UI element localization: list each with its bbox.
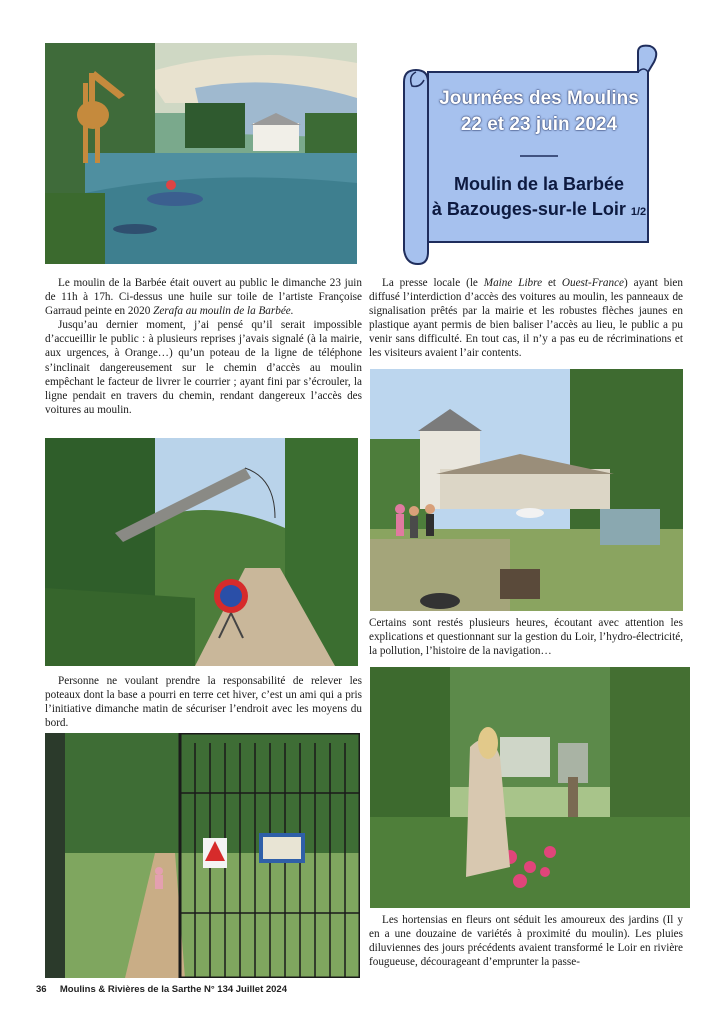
intro-text [45, 276, 362, 417]
mill-location [428, 199, 650, 220]
press-text [369, 276, 683, 361]
mill-location-text: à Bazouges-sur-le Loir [431, 199, 626, 219]
page-number: 36 [36, 984, 47, 995]
page-footer [36, 984, 287, 995]
press-paragraph: La presse locale (le Maine Libre et Ouest-France) ayant bien diffusé l’interdiction d’accès des voitures au moulin, les panneaux de signalisation prêtés par la mairie et les robustes flèches jaunes en plastique ayant permis de bien baliser l’accès au lieu, le public a pu venir sans difficulté. En tout cas, il n’y a pas eu de récriminations et les visiteurs avaient l’air contents. [369, 277, 683, 360]
title-banner [398, 42, 664, 268]
intro-paragraph-2: Jusqu’au dernier moment, j’ai pensé qu’il serait impossible d’accueillir le public : à plusieurs reprises j’avais signalé (à la mairie, aux urgences, à Orange…) qu’un poteau de la ligne de téléphone s’inclinait dangereusement sur le chemin d’accès au moulin empêchant le facteur de livrer le courrier ; ayant fini par s’écrouler, la ligne pendait en travers du chemin, rendant dangereux l’accès des voitures au moulin. [45, 319, 362, 416]
part-number: 1/2 [630, 206, 647, 218]
mill-visitors-photo [370, 369, 683, 611]
newspaper-1: Maine Libre [483, 277, 543, 289]
painting-title: Zerafa au moulin de la Barbée. [153, 305, 294, 318]
event-title: Journées des Moulins [439, 88, 639, 109]
garden-woman-photo [370, 667, 690, 908]
fallen-pole-photo [45, 438, 358, 666]
pole-caption: Personne ne voulant prendre la responsabilité de relever les poteaux dont la base a pourri en terre cet hiver, c’est un ami qui a pris l’initiative dimanche matin de sécuriser l’endroit avec les moyens du bord. [45, 675, 362, 730]
mill-name: Moulin de la Barbée [453, 174, 625, 194]
publication-name: Moulins & Rivières de la Sarthe N° 134 Juillet 2024 [59, 984, 288, 995]
gate-photo [45, 733, 360, 978]
intro-paragraph-1: Le moulin de la Barbée était ouvert au public le dimanche 23 juin de 11h à 17h. Ci-dessus une huile sur toile de l’artiste Françoise Garraud peinte en 2020 Zerafa au moulin de la Barbée. [45, 277, 362, 318]
visitors-caption: Certains sont restés plusieurs heures, écoutant avec attention les explications et questionnant sur la gestion du Loir, l’hydro-électricité, la pollution, l’histoire de la navigation… [369, 617, 683, 658]
scroll-banner-shape [398, 42, 664, 268]
painting-photo [45, 43, 357, 264]
event-dates: 22 et 23 juin 2024 [460, 114, 618, 135]
garden-caption: Les hortensias en fleurs ont séduit les amoureux des jardins (Il y en a une douzaine de variétés à proximité du moulin). Les pluies diluviennes des jours précédents avaient transformé le Loir en rivière fougueuse, décourageant d’emprunter la passe- [369, 914, 683, 969]
newspaper-2: Ouest-France [561, 277, 625, 289]
